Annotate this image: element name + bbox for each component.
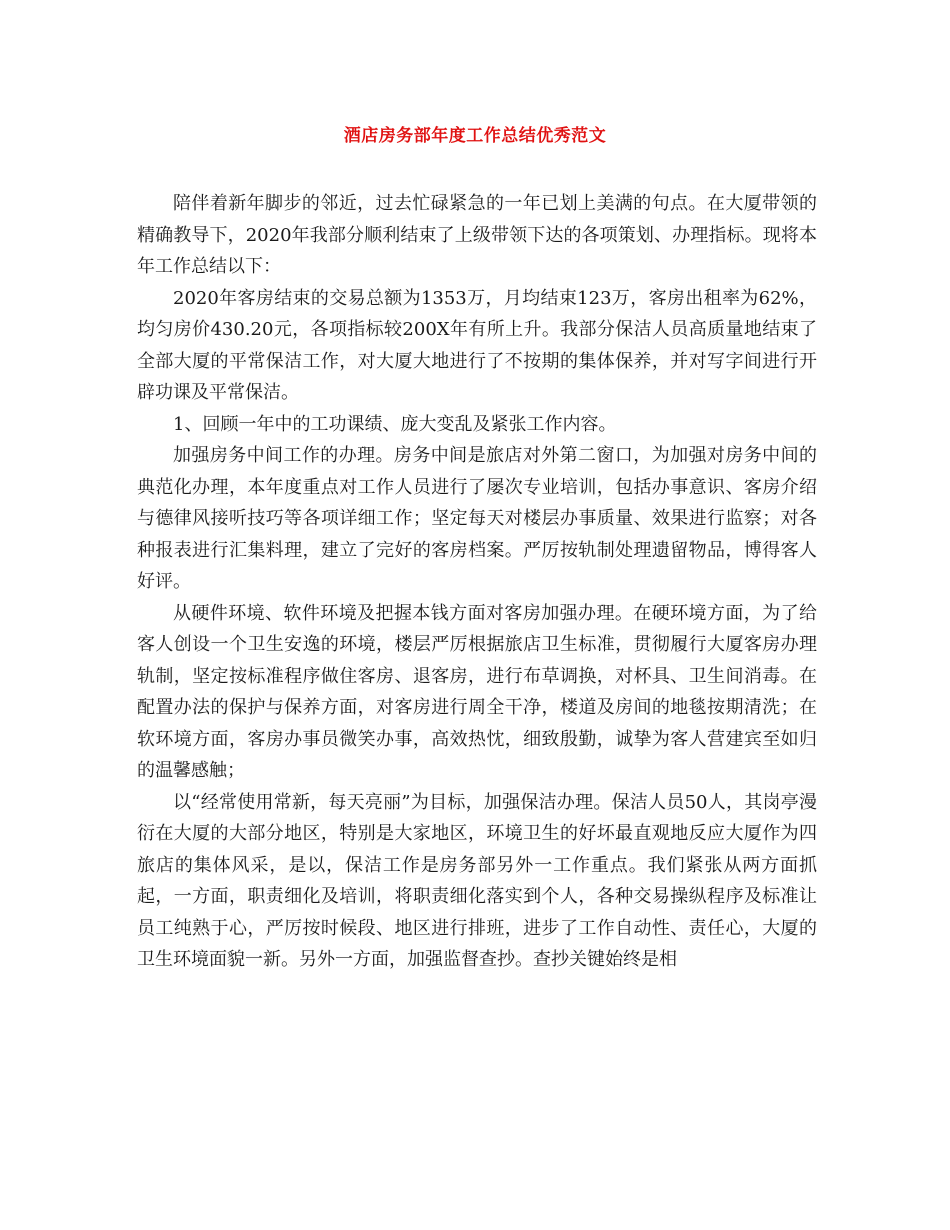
- document-body: [137, 188, 817, 976]
- paragraph-environment: 从硬件环境、软件环境及把握本钱方面对客房加强办理。在硬环境方面，为了给客人创设一个卫生安逸的环境，楼层严厉根据旅店卫生标准，贯彻履行大厦客房办理轨制，坚定按标准程序做住客房、退客房，进行布草调换，对杯具、卫生间消毒。在配置办法的保护与保养方面，对客房进行周全干净，楼道及房间的地毯按期清洗；在软环境方面，客房办事员微笑办事，高效热忱，细致殷勤，诚挚为客人营建宾至如归的温馨感触；: [137, 602, 817, 781]
- paragraph-revenue-summary: 2020年客房结束的交易总额为1353万，月均结束123万，客房出租率为62%，均匀房价430.20元，各项指标较200X年有所上升。我部分保洁人员高质量地结束了全部大厦的平常保洁工作，对大厦大地进行了不按期的集体保养，并对写字间进行开辟功课及平常保洁。: [137, 287, 817, 403]
- paragraph-room-center: 加强房务中间工作的办理。房务中间是旅店对外第二窗口，为加强对房务中间的典范化办理，本年度重点对工作人员进行了屡次专业培训，包括办事意识、客房介绍与德律风接听技巧等各项详细工作；坚定每天对楼层办事质量、效果进行监察；对各种报表进行汇集料理，建立了完好的客房档案。严厉按轨制处理遗留物品，博得客人好评。: [137, 445, 817, 592]
- paragraph-intro: 陪伴着新年脚步的邻近，过去忙碌紧急的一年已划上美满的句点。在大厦带领的精确教导下，2020年我部分顺利结束了上级带领下达的各项策划、办理指标。现将本年工作总结以下：: [137, 193, 817, 277]
- paragraph-cleaning: 以“经常使用常新，每天亮丽”为目标，加强保洁办理。保洁人员50人，其岗亭漫衍在大厦的大部分地区，特别是大家地区，环境卫生的好坏最直观地反应大厦作为四旅店的集体风采，是以，保洁工作是房务部另外一工作重点。我们紧张从两方面抓起，一方面，职责细化及培训，将职责细化落实到个人，各种交易操纵程序及标准让员工纯熟于心，严厉按时候段、地区进行排班，进步了工作自动性、责任心，大厦的卫生环境面貌一新。另外一方面，加强监督查抄。查抄关键始终是相: [137, 791, 817, 970]
- document-title: 酒店房务部年度工作总结优秀范文: [343, 126, 607, 146]
- paragraph-section-heading: 1、回顾一年中的工功课绩、庞大变乱及紧张工作内容。: [173, 413, 617, 435]
